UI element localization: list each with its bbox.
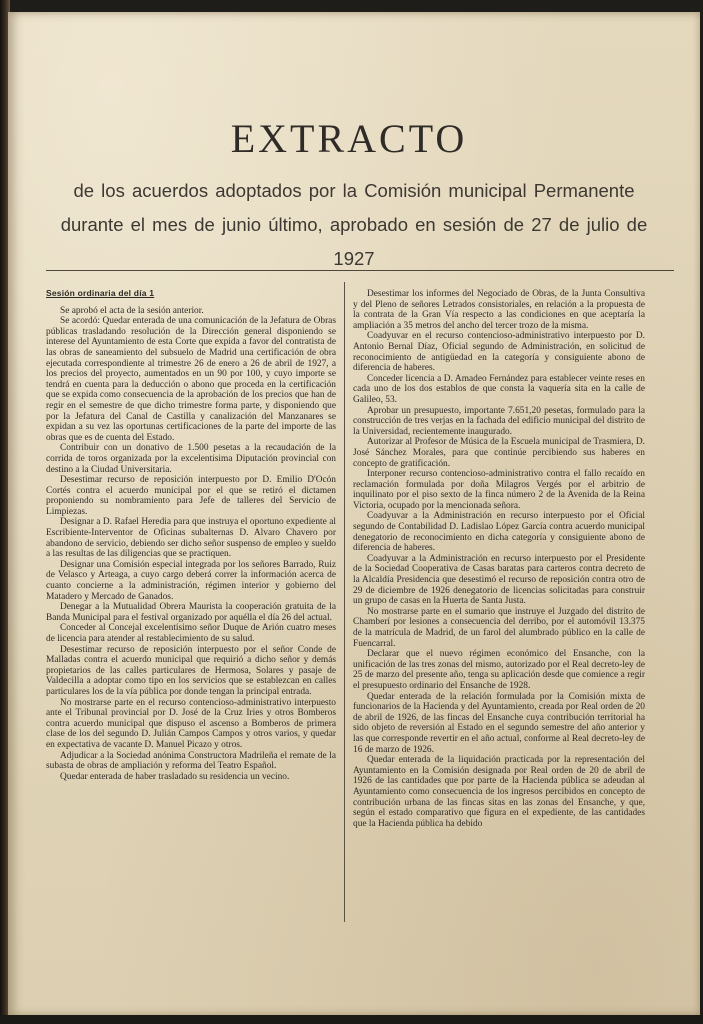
paragraph: Coadyuvar en el recurso contencioso-administrativo interpuesto por D. Antonio Bernal Díaz, Oficial segundo de Administración, en solicitud de reconocimiento de antigüedad en la categoría y consiguiente abono de diferencia de haberes. xyxy=(353,331,645,374)
paragraph: Desestimar los informes del Negociado de Obras, de la Junta Consultiva y del Pleno de señores Letrados consistoriales, en relación a la propuesta de la contrata de la Gran Vía respecto a las condiciones en que aceptaría la ampliación a 35 metros del ancho del tercer trozo de la misma. xyxy=(353,289,645,331)
paragraph: Desestimar recurso de reposición interpuesto por D. Emilio D'Ocón Cortés contra el acuerdo municipal por el que se retiró el dictamen proponiendo su nombramiento para Jefe de talleres del Servicio de Limpiezas. xyxy=(46,475,336,517)
paragraph: Adjudicar a la Sociedad anónima Constructora Madrileña el remate de la subasta de obras de ampliación y reforma del Teatro Español. xyxy=(46,750,336,772)
paragraph: Coadyuvar a la Administración en recurso interpuesto por el Oficial segundo de Contabilidad D. Ladislao López García contra acuerdo municipal denegatorio de reconocimiento en dicha categoría y consiguiente abono de diferencia de haberes. xyxy=(353,511,645,554)
section-title: Sesión ordinaria del día 1 xyxy=(46,288,155,298)
header-rule xyxy=(46,270,674,271)
paragraph: Denegar a la Mutualidad Obrera Maurista la cooperación gratuita de la Banda Municipal para el festival organizado por aquélla el día 26 del actual. xyxy=(46,602,336,623)
paragraph: Desestimar recurso de reposición interpuesto por el señor Conde de Malladas contra el acuerdo municipal que requirió a dicho señor y demás propietarios de las calles particulares de Hermosa, Solares y pasaje de Valdecilla a adoptar como tipo en los servicios que se establezcan en calles particulares los de la vía pública por donde tengan la principal entrada. xyxy=(46,644,336,697)
paragraph: Conceder al Concejal excelentísimo señor Duque de Arión cuatro meses de licencia para atender al restablecimiento de su salud. xyxy=(46,623,336,644)
paragraph: Quedar enterada de la relación formulada por la Comisión mixta de funcionarios de la Hacienda y del Ayuntamiento, creada por Real orden de 20 de abril de 1926, de las fincas del Ensanche cuya contribución territorial ha sido objeto de reversión al Estado en el segundo semestre del año anterior y las que corresponde revertir en el año actual, conforme al Real decreto-ley de 16 de marzo de 1926. xyxy=(353,691,645,755)
paragraph: Coadyuvar a la Administración en recurso interpuesto por el Presidente de la Sociedad Cooperativa de Casas baratas para carteros contra decreto de la Alcaldía Presidencia que desestimó el recurso de reposición contra otro de 29 de diciembre de 1926 denegatorio de licencias solicitadas para construir un grupo de casas en la Huerta de Santa Justa. xyxy=(353,553,645,607)
paragraph: Declarar que el nuevo régimen económico del Ensanche, con la unificación de las tres zonas del mismo, autorizado por el Real decreto-ley de 25 de marzo del presente año, tenga su aplicación desde que comience a regir el presupuesto ordinario del Ensanche de 1928. xyxy=(353,649,645,691)
document-page xyxy=(8,12,700,1016)
paragraph: Contribuir con un donativo de 1.500 pesetas a la recaudación de la corrida de toros organizada por la excelentísima Diputación provincial con destino a la Ciudad Universitaria. xyxy=(46,443,336,475)
paragraph: No mostrarse parte en el sumario que instruye el Juzgado del distrito de Chamberí por lesiones a consecuencia del derribo, por el automóvil 13.375 de la matrícula de Madrid, de un farol del alumbrado público en la calle de Fuencarral. xyxy=(353,606,645,649)
bottom-edge xyxy=(0,1015,703,1024)
paragraph: Quedar enterada de haber trasladado su residencia un vecino. xyxy=(60,771,290,782)
paragraph: No mostrarse parte en el recurso contencioso-administrativo interpuesto ante el Tribunal provincial por D. José de la Cruz Iries y otros Bomberos contra acuerdo municipal que dispuso el ascenso a Bomberos de primera clase de los del segundo D. Julián Campos Campos y otros varios, y quedar en expectativa de vacante D. Manuel Picazo y otros. xyxy=(46,697,336,750)
paragraph: Conceder licencia a D. Amadeo Fernández para establecer veinte reses en cada uno de los dos establos de que consta la vaquería sita en la calle de Galileo, 53. xyxy=(353,373,645,405)
paragraph: Designar una Comisión especial integrada por los señores Barrado, Ruiz de Velasco y Arteaga, a cuyo cargo deberá correr la información acerca de cuanto concierne a la administración, régimen interior y gobierno del Matadero y Mercado de Ganados. xyxy=(46,559,336,602)
document-title: EXTRACTO xyxy=(230,116,468,161)
paragraph: Se aprobó el acta de la sesión anterior. xyxy=(60,305,204,316)
paragraph: Autorizar al Profesor de Música de la Escuela municipal de Trasmiera, D. José Sánchez Morales, para que continúe percibiendo sus haberes en concepto de gratificación. xyxy=(353,437,645,469)
paragraph: Interponer recurso contencioso-administrativo contra el fallo recaído en reclamación formulada por doña Milagros Vergés por el arbitrio de inquilinato por el piso sexto de la finca número 2 de la Avenida de la Reina Victoria, ocupado por la mencionada señora. xyxy=(353,469,645,511)
paragraph: Aprobar un presupuesto, importante 7.651,20 pesetas, formulado para la construcción de tres verjas en la fachada del edificio municipal del distrito de la Universidad, recientemente inaugurado. xyxy=(353,405,645,437)
paragraph: Designar a D. Rafael Heredia para que instruya el oportuno expediente al Escribiente-Interventor de Oficinas subalternas D. Alvaro Chavero por abandono de servicio, debiendo ser dicho señor suspenso de empleo y sueldo a las resultas de las diligencias que se practiquen. xyxy=(46,517,336,560)
left-column xyxy=(46,288,336,782)
paragraph: Se acordó: Quedar enterada de una comunicación de la Jefatura de Obras públicas trasladando resolución de la Dirección general disponiendo se interese del Ayuntamiento de esta Corte que expida a favor del contratista de las obras de saneamiento del subsuelo de Madrid una certificación de obra ejecutada correspondiente al trimestre 26 de enero a 26 de abril de 1927, a los precios del proyecto, aumentados en un 90 por 100, y cuyo importe se tendrá en cuenta para la deducción o abono que proceda en la certificación que se expida como consecuencia de la aprobación de los precios que han de regir en el semestre de que dicho trimestre forma parte, y disponiendo que por la Jefatura del Canal de Castilla y canalización del Manzanares se expidan a su vez las oportunas certificaciones de la parte del importe de las obras que es de cuenta del Estado. xyxy=(46,316,336,443)
document-header xyxy=(8,116,700,276)
document-subtitle: de los acuerdos adoptados por la Comisión municipal Permanente durante el mes de junio último, aprobado en sesión de 27 de julio de 1927 xyxy=(60,180,648,269)
paragraph: Quedar enterada de la liquidación practicada por la representación del Ayuntamiento en la Comisión designada por Real orden de 20 de abril de 1926 de las cantidades que por parte de la Hacienda pública se adeudan al Ayuntamiento como consecuencia de los ingresos percibidos en concepto de contribución urbana de las fincas sitas en las zonas del Ensanche, y que, según el estado comparativo que figura en el expediente, de las cantidades que la Hacienda pública ha debido xyxy=(353,755,645,829)
column-divider xyxy=(344,282,345,922)
right-column xyxy=(353,289,645,829)
